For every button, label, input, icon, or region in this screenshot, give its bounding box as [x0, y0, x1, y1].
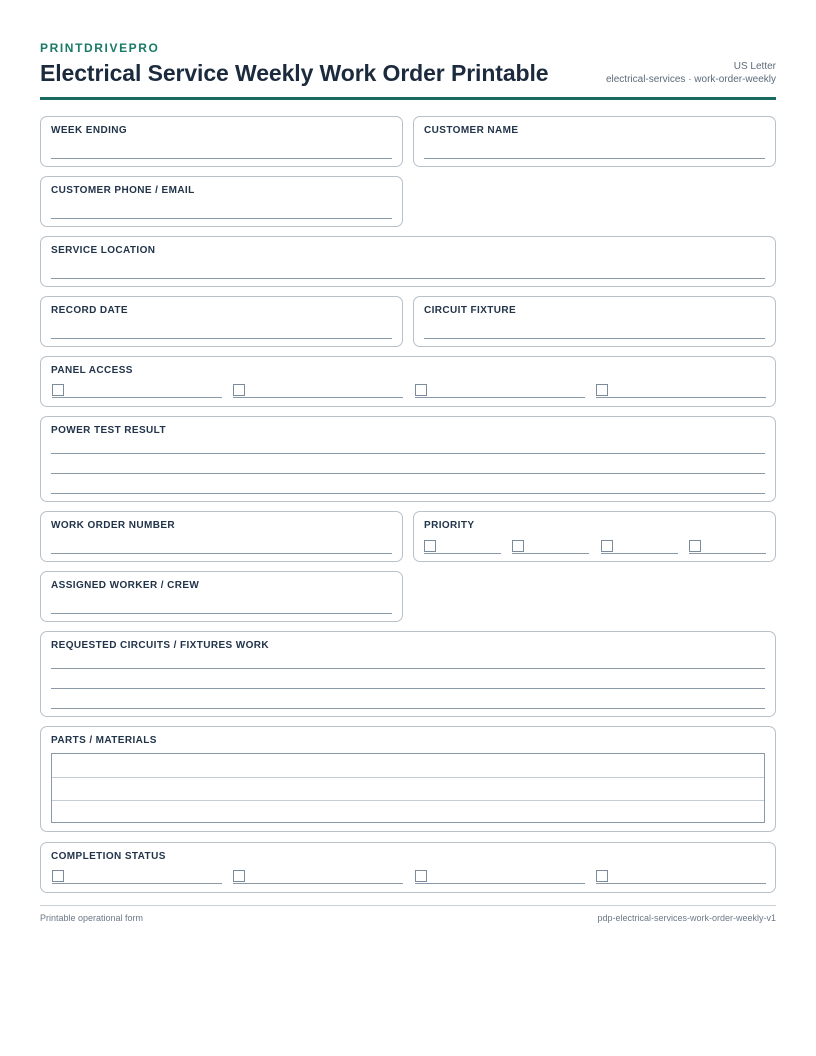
customer-name-field[interactable]: [413, 116, 776, 167]
writing-line[interactable]: [51, 708, 765, 709]
service-location-label: SERVICE LOCATION: [51, 245, 156, 256]
table-row-divider: [52, 800, 764, 801]
priority-field: [413, 511, 776, 562]
week-ending-label: WEEK ENDING: [51, 125, 128, 136]
form-meta: [606, 60, 776, 86]
checkbox[interactable]: [415, 384, 427, 396]
option-line[interactable]: [233, 397, 403, 398]
option-line[interactable]: [424, 553, 501, 554]
writing-line[interactable]: [51, 688, 765, 689]
panel-access-option-3[interactable]: [415, 384, 585, 398]
writing-line[interactable]: [51, 453, 765, 454]
paper-size: US Letter: [733, 61, 776, 72]
priority-option-1[interactable]: [424, 540, 501, 554]
work-order-number-field[interactable]: [40, 511, 403, 562]
option-line[interactable]: [596, 883, 766, 884]
completion-status-option-4[interactable]: [596, 870, 766, 884]
footer-divider: [40, 905, 776, 906]
priority-option-2[interactable]: [512, 540, 589, 554]
option-line[interactable]: [415, 397, 585, 398]
panel-access-option-1[interactable]: [52, 384, 222, 398]
service-location-field[interactable]: [40, 236, 776, 287]
completion-status-option-3[interactable]: [415, 870, 585, 884]
table-row-divider: [52, 777, 764, 778]
completion-status-label: COMPLETION STATUS: [51, 851, 166, 862]
checkbox[interactable]: [415, 870, 427, 882]
page-title: Electrical Service Weekly Work Order Printable: [40, 60, 549, 86]
checkbox[interactable]: [233, 870, 245, 882]
customer-contact-label: CUSTOMER PHONE / EMAIL: [51, 185, 195, 196]
completion-status-option-2[interactable]: [233, 870, 403, 884]
week-ending-line[interactable]: [51, 158, 392, 159]
writing-line[interactable]: [51, 668, 765, 669]
work-order-number-label: WORK ORDER NUMBER: [51, 520, 176, 531]
week-ending-field[interactable]: [40, 116, 403, 167]
completion-status-option-1[interactable]: [52, 870, 222, 884]
option-line[interactable]: [52, 883, 222, 884]
form-tags: electrical-services · work-order-weekly: [605, 74, 776, 85]
panel-access-option-2[interactable]: [233, 384, 403, 398]
form-id: pdp-electrical-services-work-order-weekly-v1: [597, 913, 776, 923]
customer-contact-field[interactable]: [40, 176, 403, 227]
customer-contact-line[interactable]: [51, 218, 392, 219]
option-line[interactable]: [601, 553, 678, 554]
panel-access-field: [40, 356, 776, 407]
writing-line[interactable]: [51, 493, 765, 494]
assigned-worker-line[interactable]: [51, 613, 392, 614]
priority-option-3[interactable]: [601, 540, 678, 554]
header-divider: [40, 97, 776, 100]
panel-access-label: PANEL ACCESS: [51, 365, 133, 376]
work-order-number-line[interactable]: [51, 553, 392, 554]
checkbox[interactable]: [596, 384, 608, 396]
priority-label: PRIORITY: [424, 520, 475, 531]
option-line[interactable]: [512, 553, 589, 554]
requested-work-label: REQUESTED CIRCUITS / FIXTURES WORK: [51, 640, 270, 651]
checkbox[interactable]: [424, 540, 436, 552]
brand-name: PRINTDRIVEPRO: [40, 41, 160, 55]
option-line[interactable]: [415, 883, 585, 884]
priority-option-4[interactable]: [689, 540, 766, 554]
customer-name-label: CUSTOMER NAME: [424, 125, 519, 136]
assigned-worker-field[interactable]: [40, 571, 403, 622]
footer-note: Printable operational form: [40, 913, 144, 923]
checkbox[interactable]: [689, 540, 701, 552]
service-location-line[interactable]: [51, 278, 765, 279]
record-date-field[interactable]: [40, 296, 403, 347]
checkbox[interactable]: [601, 540, 613, 552]
panel-access-option-4[interactable]: [596, 384, 766, 398]
customer-name-line[interactable]: [424, 158, 765, 159]
circuit-fixture-line[interactable]: [424, 338, 765, 339]
checkbox[interactable]: [52, 870, 64, 882]
completion-status-field: [40, 842, 776, 893]
option-line[interactable]: [689, 553, 766, 554]
option-line[interactable]: [52, 397, 222, 398]
option-line[interactable]: [596, 397, 766, 398]
power-test-result-label: POWER TEST RESULT: [51, 425, 166, 436]
record-date-line[interactable]: [51, 338, 392, 339]
writing-line[interactable]: [51, 473, 765, 474]
checkbox[interactable]: [596, 870, 608, 882]
assigned-worker-label: ASSIGNED WORKER / CREW: [51, 580, 200, 591]
parts-materials-label: PARTS / MATERIALS: [51, 735, 157, 746]
requested-work-field[interactable]: [40, 631, 776, 717]
record-date-label: RECORD DATE: [51, 305, 128, 316]
option-line[interactable]: [233, 883, 403, 884]
checkbox[interactable]: [512, 540, 524, 552]
checkbox[interactable]: [233, 384, 245, 396]
parts-table[interactable]: [51, 753, 765, 823]
parts-materials-field: [40, 726, 776, 832]
power-test-result-field[interactable]: [40, 416, 776, 502]
circuit-fixture-label: CIRCUIT FIXTURE: [424, 305, 517, 316]
circuit-fixture-field[interactable]: [413, 296, 776, 347]
checkbox[interactable]: [52, 384, 64, 396]
